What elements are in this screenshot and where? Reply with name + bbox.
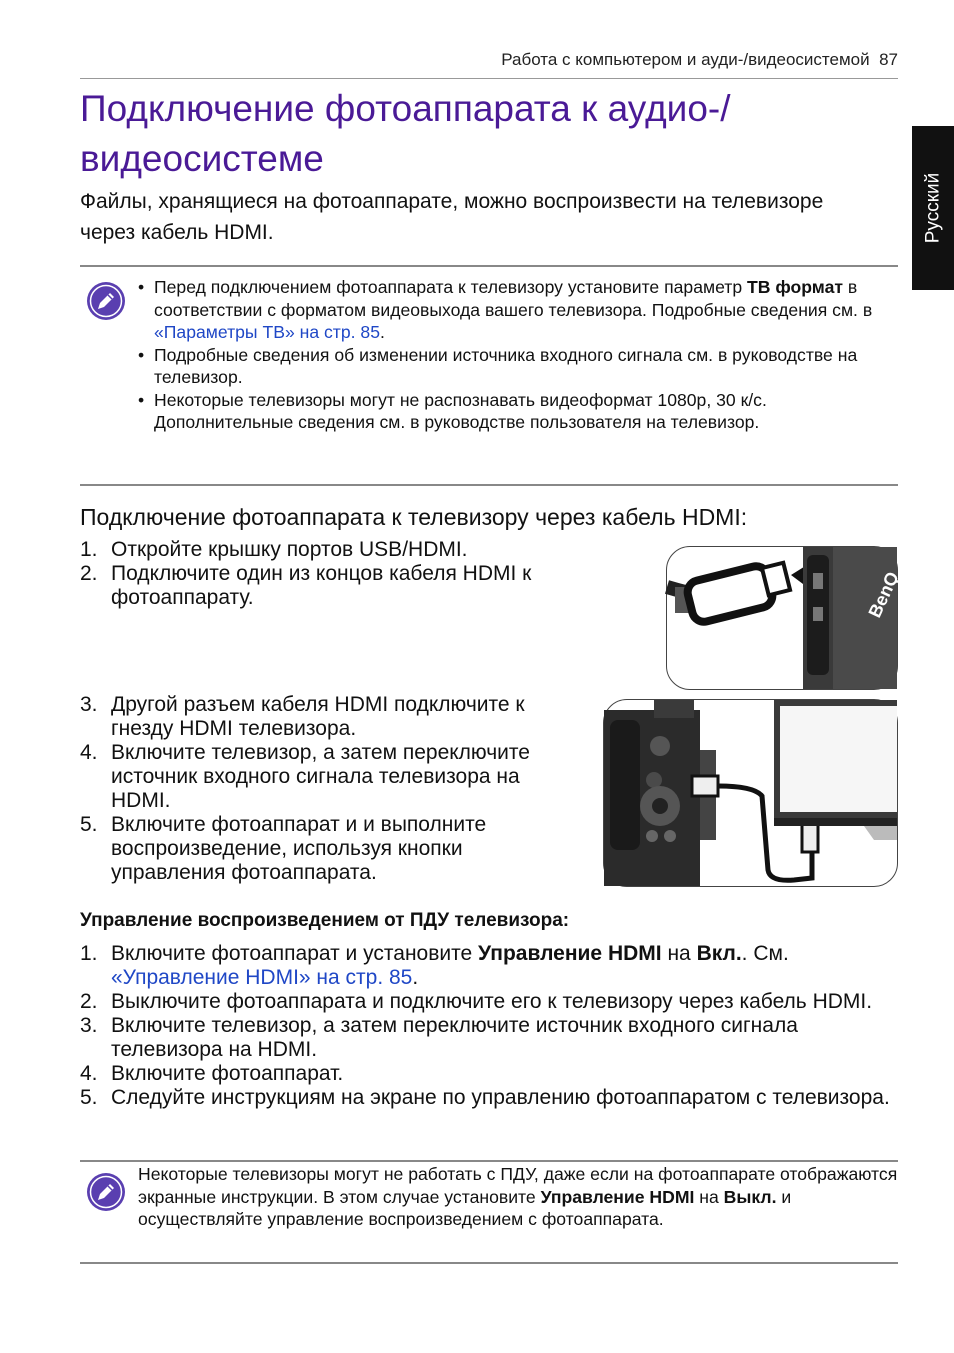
language-tab	[912, 126, 954, 290]
note2-paragraph	[138, 1163, 898, 1231]
step-number: 1.	[80, 538, 98, 561]
step-text: Подключите один из концов кабеля HDMI к фотоаппарату.	[111, 562, 532, 609]
step-text: Другой разъем кабеля HDMI подключите к гнезду HDMI телевизора.	[111, 693, 525, 740]
setting-name: Управление HDMI	[478, 942, 662, 965]
step-text: . См.	[741, 942, 789, 965]
pencil-note-icon	[86, 281, 126, 321]
hdmi-control-link[interactable]: «Управление HDMI» на стр. 85	[111, 966, 413, 989]
running-header	[501, 50, 898, 70]
step-number: 5.	[80, 1086, 98, 1109]
remote-steps-list	[80, 942, 910, 1110]
page-title: Подключение фотоаппарата к аудио-/ видеосистеме	[80, 88, 731, 179]
note-bullet: • Подробные сведения об изменении источника входного сигнала см. в руководстве на телевизор.	[138, 344, 898, 389]
step-item	[80, 1062, 910, 1086]
step-item	[80, 813, 580, 885]
step-number: 2.	[80, 990, 98, 1013]
step-item	[80, 562, 640, 610]
remote-section-heading: Управление воспроизведением от ПДУ телевизора:	[80, 910, 570, 931]
hdmi-cable-illustration	[666, 546, 903, 690]
intro-paragraph: Файлы, хранящиеся на фотоаппарате, можно воспроизвести на телевизоре через кабель HDMI.	[80, 190, 824, 244]
step-item	[80, 942, 910, 990]
note-text: и осуществляйте управление воспроизведением с фотоаппарата.	[138, 1186, 792, 1229]
note-text: Перед подключением фотоаппарата к телевизору установите параметр	[154, 277, 748, 297]
note-bullet: • Некоторые телевизоры могут не распознавать видеоформат 1080p, 30 к/с. Дополнительные сведения см. в руководстве пользователя на телевизор.	[138, 389, 898, 434]
setting-value: Вкл.	[696, 942, 742, 965]
hdmi-plug-diagram	[667, 547, 903, 689]
step-item	[80, 538, 640, 562]
running-title: Работа с компьютером и ауди-/видеосистемой	[501, 50, 870, 69]
step-number: 4.	[80, 741, 98, 764]
step-text: Откройте крышку портов USB/HDMI.	[111, 538, 468, 561]
header-divider	[80, 78, 898, 79]
step-item	[80, 990, 910, 1014]
step-item	[80, 741, 580, 813]
step-item	[80, 1086, 910, 1110]
hdmi-steps-list-a	[80, 538, 640, 610]
step-number: 2.	[80, 562, 98, 585]
hdmi-steps-list-b	[80, 693, 580, 885]
step-text: Включите телевизор, а затем переключите источник входного сигнала телевизора на HDMI.	[111, 1014, 798, 1061]
step-item	[80, 1014, 910, 1062]
note-bullet	[138, 276, 898, 344]
camera-tv-diagram	[604, 700, 897, 886]
step-number: 3.	[80, 1014, 98, 1037]
step-text: Включите фотоаппарат и и выполните воспроизведение, используя кнопки управления фотоаппарата.	[111, 813, 487, 884]
step-number: 5.	[80, 813, 98, 836]
step-text: Включите телевизор, а затем переключите источник входного сигнала телевизора на HDMI.	[111, 741, 530, 812]
note-text: в соответствии с форматом видеовыхода вашего телевизора. Подробные сведения см. в	[154, 277, 873, 320]
setting-name: Управление HDMI	[540, 1186, 695, 1207]
camera-tv-illustration	[603, 699, 898, 887]
note-bottom-rule	[80, 484, 898, 486]
step-number: 3.	[80, 693, 98, 716]
step-text: Включите фотоаппарат и установите	[111, 942, 478, 965]
step-text: Выключите фотоаппарата и подключите его к телевизору через кабель HDMI.	[111, 990, 873, 1013]
page-number: 87	[879, 50, 898, 69]
step-number: 1.	[80, 942, 98, 965]
note2-bottom-rule	[80, 1262, 898, 1264]
language-tab-label: Русский	[922, 172, 943, 244]
note-text: .	[380, 322, 385, 342]
note-top-rule	[80, 265, 898, 267]
hdmi-section-heading: Подключение фотоаппарата к телевизору через кабель HDMI:	[80, 504, 748, 530]
step-text: Следуйте инструкциям на экране по управлению фотоаппаратом с телевизора.	[111, 1086, 890, 1109]
step-number: 4.	[80, 1062, 98, 1085]
pencil-note-icon	[86, 1172, 126, 1212]
brand-logo: BenQ	[864, 568, 903, 621]
note-bullet-list	[138, 276, 898, 434]
note-text: на	[694, 1186, 724, 1207]
tv-params-link[interactable]: «Параметры ТВ» на стр. 85	[154, 322, 380, 342]
setting-value: Выкл.	[723, 1186, 777, 1207]
step-text: на	[661, 942, 697, 965]
step-text: Включите фотоаппарат.	[111, 1062, 344, 1085]
note2-top-rule	[80, 1160, 898, 1162]
step-text: .	[412, 966, 419, 989]
step-item	[80, 693, 580, 741]
note-text: Некоторые телевизоры могут не работать с ПДУ, даже если на фотоаппарате отображаются экранные инструкции. В этом случае установите	[138, 1164, 898, 1207]
param-name: ТВ формат	[747, 277, 843, 297]
